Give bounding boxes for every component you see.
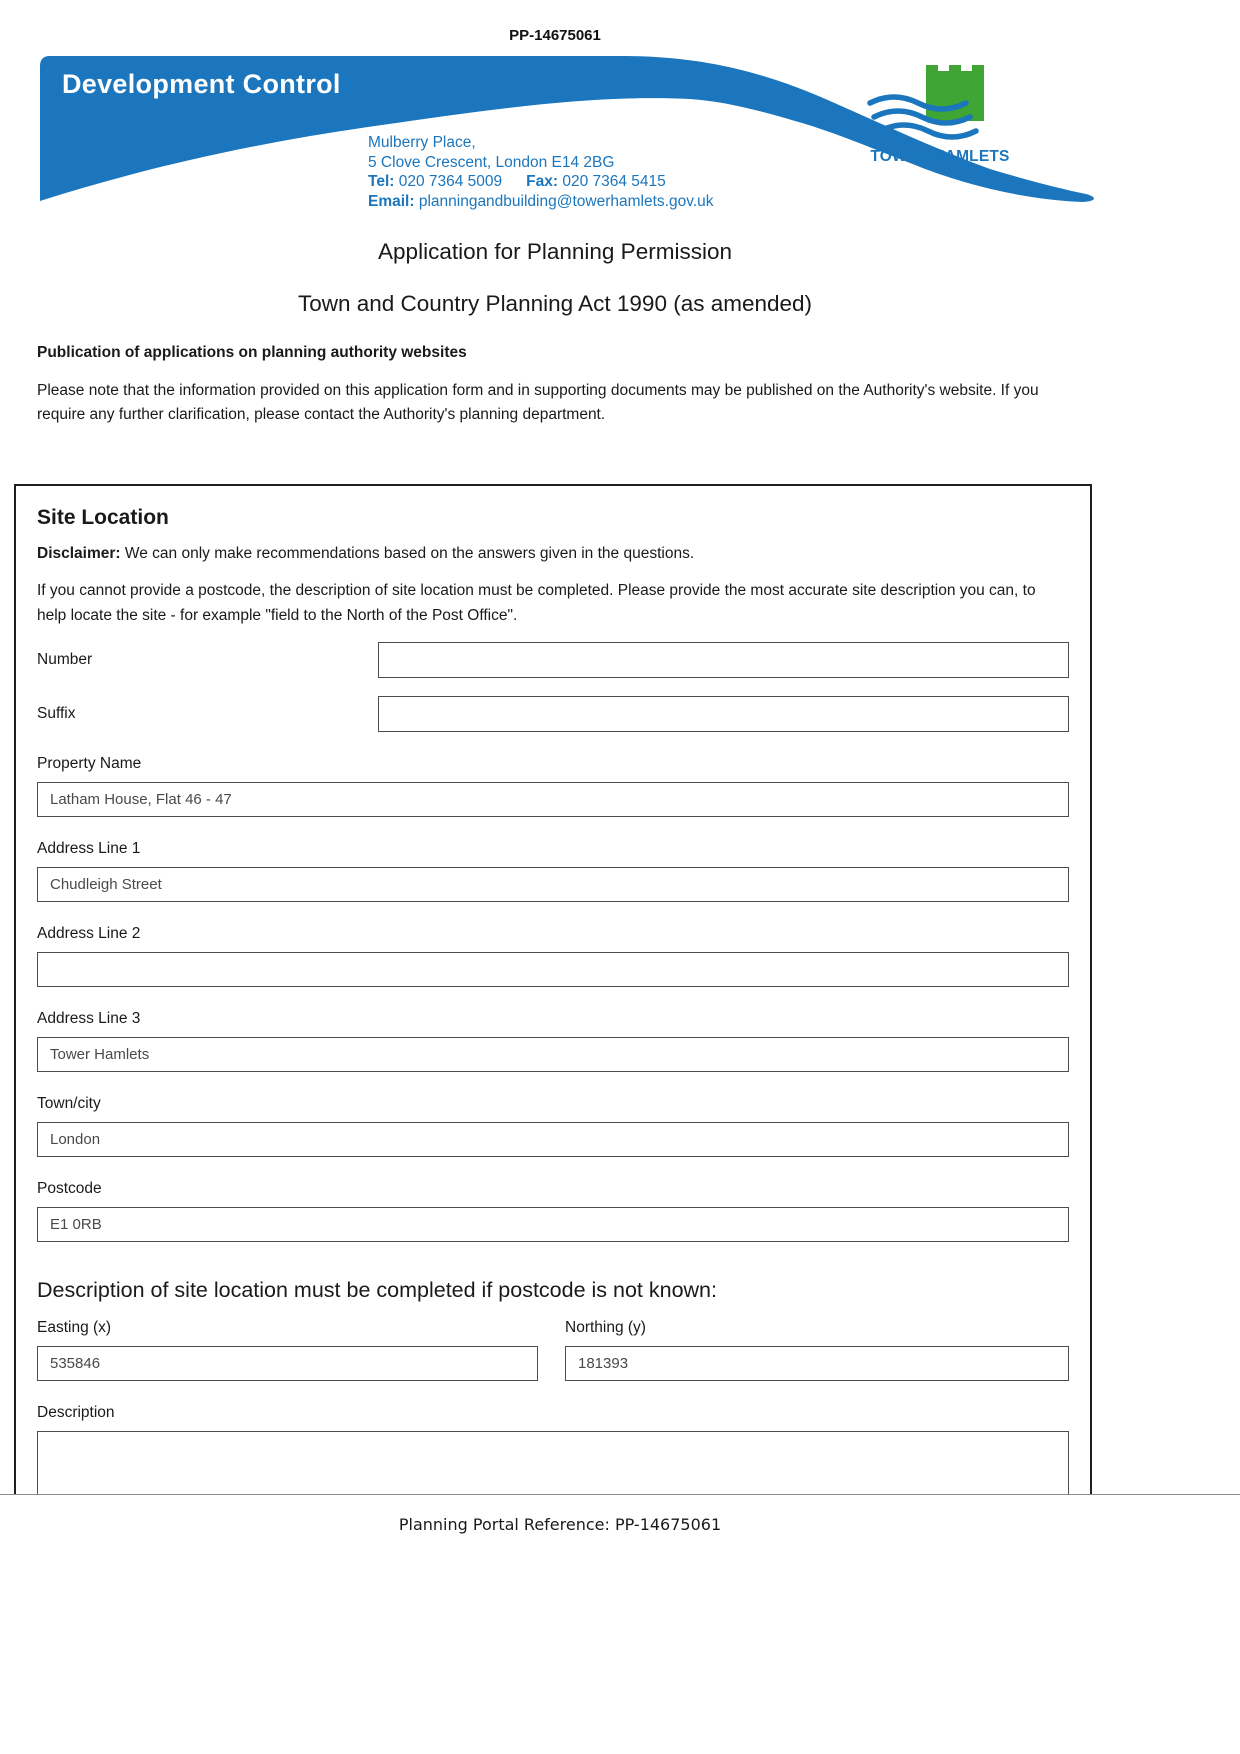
northing-input[interactable] — [565, 1346, 1069, 1381]
postcode-instructions: If you cannot provide a postcode, the description of site location must be completed. Please provide the most accurate site description you can, to help locate the site - for example "field to the North of the Post Office". — [37, 582, 1036, 624]
logo-text: TOWER HAMLETS — [870, 148, 1010, 165]
page-divider — [0, 1494, 1240, 1495]
section-title: Site Location — [37, 506, 169, 529]
easting-input[interactable] — [37, 1346, 538, 1381]
fax-label: Fax: — [526, 173, 559, 190]
description-requirement-heading: Description of site location must be completed if postcode is not known: — [37, 1278, 717, 1302]
postcode-label: Postcode — [37, 1180, 102, 1197]
address-line-2-field — [37, 925, 1069, 987]
tel-label: Tel: — [368, 173, 395, 190]
description-field — [37, 1404, 1069, 1494]
address-line-1-label: Address Line 1 — [37, 840, 141, 857]
address-line-1-field — [37, 840, 1069, 902]
act-subtitle: Town and Country Planning Act 1990 (as amended) — [297, 291, 813, 316]
description-textarea[interactable] — [37, 1431, 1069, 1494]
authority-address — [368, 133, 713, 211]
application-reference: PP-14675061 — [509, 27, 601, 44]
town-city-field — [37, 1095, 1069, 1157]
postcode-field — [37, 1180, 1069, 1242]
number-field-row — [37, 642, 1069, 678]
postcode-input[interactable] — [37, 1207, 1069, 1242]
disclaimer-text: We can only make recommendations based on the answers given in the questions. — [124, 545, 695, 562]
publication-heading: Publication of applications on planning authority websites — [37, 344, 467, 361]
address-line-2-input[interactable] — [37, 952, 1069, 987]
header-banner — [0, 51, 1240, 229]
number-label: Number — [37, 651, 93, 668]
form-title: Application for Planning Permission — [378, 239, 732, 264]
castle-and-waves-icon — [866, 57, 1014, 143]
address-line-2-label: Address Line 2 — [37, 925, 141, 942]
town-city-label: Town/city — [37, 1095, 101, 1112]
tower-hamlets-logo — [866, 57, 1014, 166]
property-name-input[interactable] — [37, 782, 1069, 817]
phone-line — [368, 172, 713, 192]
email-label: Email: — [368, 192, 415, 210]
property-name-label: Property Name — [37, 755, 142, 772]
disclaimer — [37, 545, 1069, 563]
northing-field — [565, 1319, 1069, 1381]
number-input[interactable] — [378, 642, 1069, 678]
publication-note: Please note that the information provided on this application form and in supporting documents may be published on the Authority's website. If you require any further clarification, please contact the Authority's planning department. — [37, 382, 1039, 423]
suffix-label: Suffix — [37, 705, 76, 722]
address-line-3-input[interactable] — [37, 1037, 1069, 1072]
address-line-1: Mulberry Place, — [368, 134, 476, 151]
address-line-3-field — [37, 1010, 1069, 1072]
tel-value: 020 7364 5009 — [398, 173, 503, 190]
address-line-2: 5 Clove Crescent, London E14 2BG — [368, 153, 615, 171]
planning-portal-reference: Planning Portal Reference: PP-14675061 — [398, 1515, 722, 1534]
address-line-3-label: Address Line 3 — [37, 1010, 141, 1027]
email-line — [368, 192, 713, 212]
northing-label: Northing (y) — [565, 1319, 646, 1336]
property-name-field — [37, 755, 1069, 817]
town-city-input[interactable] — [37, 1122, 1069, 1157]
fax-value: 020 7364 5415 — [562, 173, 666, 190]
email-value: planningandbuilding@towerhamlets.gov.uk — [418, 192, 714, 210]
suffix-input[interactable] — [378, 696, 1069, 732]
disclaimer-label: Disclaimer: — [37, 545, 121, 562]
address-line-1-input[interactable] — [37, 867, 1069, 902]
easting-label: Easting (x) — [37, 1319, 112, 1336]
suffix-field-row — [37, 696, 1069, 732]
site-location-section — [14, 484, 1092, 1494]
easting-field — [37, 1319, 538, 1381]
coordinates-row — [37, 1319, 1069, 1381]
banner-title: Development Control — [62, 69, 341, 99]
description-label: Description — [37, 1404, 115, 1421]
